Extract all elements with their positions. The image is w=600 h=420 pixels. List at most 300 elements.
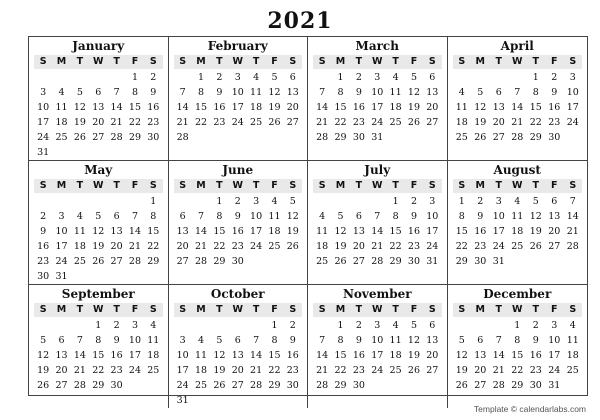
day-grid	[453, 318, 583, 393]
empty-cell	[313, 70, 331, 85]
day-cell: 8	[216, 211, 223, 222]
day-cell: 24	[37, 132, 50, 143]
day-cell: 19	[92, 241, 105, 252]
day-cell: 20	[231, 365, 244, 376]
empty-cell	[490, 318, 509, 333]
weekday-label: M	[335, 56, 346, 67]
day-cell: 18	[566, 350, 579, 361]
day-cell: 5	[532, 196, 539, 207]
day-cell: 2	[216, 72, 223, 83]
weekday-header	[313, 179, 442, 193]
day-cell: 21	[176, 117, 189, 128]
day-cell: 26	[407, 117, 420, 128]
day-cell: 20	[548, 226, 561, 237]
day-cell: 23	[407, 241, 420, 252]
weekday-label: F	[271, 56, 278, 67]
day-cell: 15	[334, 350, 347, 361]
day-cell: 8	[131, 87, 138, 98]
day-cell: 2	[355, 320, 362, 331]
day-cell: 30	[352, 132, 365, 143]
day-cell: 27	[231, 380, 244, 391]
day-cell: 19	[334, 241, 347, 252]
day-cell: 24	[548, 365, 561, 376]
day-cell: 22	[511, 365, 524, 376]
empty-cell	[174, 318, 192, 333]
day-cell: 19	[37, 365, 50, 376]
day-grid	[313, 194, 442, 269]
day-cell: 30	[548, 132, 561, 143]
day-cell: 20	[492, 117, 505, 128]
day-cell: 7	[76, 335, 83, 346]
day-cell: 6	[95, 87, 102, 98]
weekday-label: F	[551, 180, 558, 191]
day-cell: 14	[250, 350, 263, 361]
day-cell: 11	[268, 211, 281, 222]
day-cell: 11	[147, 335, 160, 346]
weekday-label: W	[232, 56, 243, 67]
day-cell: 16	[474, 226, 487, 237]
weekday-label: T	[216, 56, 223, 67]
day-cell: 11	[389, 335, 402, 346]
day-cell: 21	[73, 365, 86, 376]
weekday-header	[34, 55, 163, 69]
day-cell: 27	[352, 256, 365, 267]
weekday-label: S	[289, 304, 297, 315]
day-cell: 31	[176, 395, 189, 406]
day-cell: 24	[128, 365, 141, 376]
day-cell: 15	[389, 226, 402, 237]
day-cell: 9	[477, 211, 484, 222]
empty-cell	[508, 70, 527, 85]
weekday-label: M	[56, 304, 67, 315]
day-cell: 8	[198, 87, 205, 98]
day-cell: 25	[316, 256, 329, 267]
day-cell: 31	[55, 271, 68, 282]
day-cell: 12	[529, 211, 542, 222]
day-cell: 15	[334, 102, 347, 113]
day-cell: 19	[407, 102, 420, 113]
weekday-header	[174, 179, 303, 193]
weekday-label: T	[532, 304, 539, 315]
day-cell: 20	[286, 102, 299, 113]
day-cell: 28	[176, 132, 189, 143]
weekday-label: S	[569, 180, 577, 191]
day-cell: 26	[92, 256, 105, 267]
day-cell: 3	[495, 196, 502, 207]
day-cell: 24	[55, 256, 68, 267]
day-cell: 30	[474, 256, 487, 267]
empty-cell	[34, 70, 52, 85]
weekday-header	[34, 179, 163, 193]
day-cell: 28	[316, 380, 329, 391]
weekday-label: T	[252, 180, 260, 191]
day-cell: 21	[128, 241, 141, 252]
day-cell: 13	[474, 350, 487, 361]
day-cell: 29	[529, 132, 542, 143]
day-cell: 26	[286, 241, 299, 252]
day-cell: 12	[73, 102, 86, 113]
day-cell: 5	[477, 87, 484, 98]
day-cell: 27	[55, 380, 68, 391]
day-cell: 13	[92, 102, 105, 113]
day-cell: 15	[213, 226, 226, 237]
weekday-label: F	[551, 56, 558, 67]
month-grid	[29, 37, 587, 406]
month-november	[308, 285, 448, 408]
day-cell: 13	[55, 350, 68, 361]
day-cell: 26	[73, 132, 86, 143]
day-cell: 18	[147, 350, 160, 361]
day-cell: 18	[194, 365, 208, 376]
weekday-label: T	[355, 180, 363, 191]
day-cell: 10	[128, 335, 141, 346]
day-cell: 28	[511, 132, 524, 143]
day-cell: 10	[548, 335, 561, 346]
day-grid	[34, 318, 163, 393]
day-cell: 8	[271, 335, 278, 346]
weekday-label: F	[410, 180, 418, 191]
day-cell: 11	[511, 211, 524, 222]
day-cell: 29	[389, 256, 402, 267]
day-cell: 11	[55, 102, 68, 113]
day-cell: 25	[511, 241, 524, 252]
day-cell: 21	[194, 241, 208, 252]
day-cell: 13	[352, 226, 365, 237]
day-cell: 6	[179, 211, 186, 222]
day-cell: 13	[231, 350, 244, 361]
day-cell: 18	[455, 117, 468, 128]
empty-cell	[107, 194, 125, 209]
weekday-header	[453, 55, 583, 69]
day-cell: 12	[37, 350, 50, 361]
day-cell: 31	[426, 256, 439, 267]
day-cell: 29	[455, 256, 468, 267]
day-cell: 13	[110, 226, 123, 237]
weekday-label: S	[318, 180, 326, 191]
day-cell: 28	[316, 132, 329, 143]
weekday-label: S	[569, 56, 577, 67]
day-cell: 22	[389, 241, 402, 252]
day-cell: 25	[566, 365, 579, 376]
day-cell: 3	[374, 320, 381, 331]
day-cell: 19	[529, 226, 542, 237]
month-name: August	[493, 163, 541, 177]
weekday-label: T	[532, 180, 539, 191]
day-cell: 8	[392, 211, 399, 222]
weekday-label: T	[216, 180, 223, 191]
weekday-label: T	[355, 56, 363, 67]
weekday-label: W	[93, 304, 104, 315]
weekday-label: T	[392, 304, 399, 315]
day-cell: 19	[286, 226, 299, 237]
day-cell: 19	[268, 102, 281, 113]
empty-cell	[453, 70, 472, 85]
day-cell: 7	[495, 335, 502, 346]
day-cell: 12	[474, 102, 487, 113]
day-cell: 6	[429, 72, 436, 83]
day-cell: 9	[410, 211, 417, 222]
weekday-label: S	[289, 180, 297, 191]
day-cell: 23	[529, 365, 542, 376]
day-cell: 16	[286, 350, 299, 361]
weekday-label: M	[196, 304, 206, 315]
day-cell: 6	[495, 87, 502, 98]
day-cell: 22	[213, 241, 226, 252]
day-cell: 9	[40, 226, 47, 237]
day-cell: 1	[216, 196, 223, 207]
weekday-label: S	[149, 180, 157, 191]
day-cell: 25	[268, 241, 281, 252]
weekday-label: M	[56, 56, 67, 67]
weekday-label: M	[475, 304, 485, 315]
month-name: July	[364, 163, 391, 177]
empty-cell	[89, 194, 107, 209]
empty-cell	[192, 194, 210, 209]
weekday-label: F	[410, 304, 418, 315]
day-cell: 23	[213, 117, 226, 128]
day-cell: 29	[92, 380, 105, 391]
weekday-label: S	[458, 180, 466, 191]
day-cell: 20	[426, 102, 439, 113]
day-cell: 15	[147, 226, 160, 237]
day-cell: 3	[569, 72, 576, 83]
day-cell: 9	[289, 335, 296, 346]
day-cell: 16	[213, 102, 226, 113]
day-cell: 26	[407, 365, 420, 376]
weekday-label: W	[512, 304, 523, 315]
day-cell: 9	[234, 211, 241, 222]
day-cell: 12	[213, 350, 226, 361]
empty-cell	[89, 70, 107, 85]
day-cell: 30	[110, 380, 123, 391]
day-cell: 28	[110, 132, 123, 143]
empty-cell	[247, 318, 265, 333]
day-cell: 9	[551, 87, 558, 98]
day-cell: 8	[532, 87, 539, 98]
day-cell: 14	[110, 102, 123, 113]
month-july	[308, 161, 448, 285]
empty-cell	[71, 194, 89, 209]
day-cell: 4	[458, 87, 465, 98]
day-cell: 18	[511, 226, 524, 237]
day-cell: 28	[73, 380, 86, 391]
day-cell: 29	[128, 132, 141, 143]
day-cell: 11	[73, 226, 86, 237]
weekday-header	[313, 55, 442, 69]
weekday-label: S	[179, 180, 187, 191]
day-cell: 14	[194, 226, 208, 237]
day-cell: 22	[194, 117, 208, 128]
day-cell: 27	[110, 256, 123, 267]
day-cell: 8	[514, 335, 521, 346]
day-cell: 20	[110, 241, 123, 252]
day-cell: 4	[76, 211, 83, 222]
day-cell: 11	[389, 87, 402, 98]
day-cell: 30	[37, 271, 50, 282]
day-cell: 31	[548, 380, 561, 391]
day-cell: 17	[566, 102, 579, 113]
day-cell: 1	[392, 196, 399, 207]
day-cell: 22	[92, 365, 105, 376]
day-cell: 3	[179, 335, 186, 346]
day-cell: 16	[231, 226, 244, 237]
weekday-label: T	[113, 180, 120, 191]
day-cell: 14	[128, 226, 141, 237]
weekday-label: F	[551, 304, 558, 315]
day-grid	[34, 70, 163, 160]
day-cell: 28	[128, 256, 141, 267]
weekday-label: M	[475, 56, 485, 67]
day-cell: 23	[352, 117, 365, 128]
day-cell: 27	[492, 132, 505, 143]
empty-cell	[52, 194, 70, 209]
day-cell: 14	[511, 102, 524, 113]
month-name: November	[342, 287, 412, 301]
weekday-label: S	[569, 304, 577, 315]
month-february	[169, 37, 309, 161]
day-cell: 17	[55, 241, 68, 252]
day-cell: 8	[337, 335, 344, 346]
day-cell: 23	[548, 117, 561, 128]
month-name: February	[207, 39, 268, 53]
day-cell: 9	[216, 87, 223, 98]
weekday-label: S	[39, 180, 47, 191]
day-cell: 28	[250, 380, 263, 391]
weekday-label: T	[252, 304, 260, 315]
day-grid	[34, 194, 163, 284]
day-cell: 29	[147, 256, 160, 267]
day-cell: 20	[92, 117, 105, 128]
day-cell: 1	[198, 72, 205, 83]
day-grid	[453, 70, 583, 145]
weekday-label: T	[76, 56, 84, 67]
weekday-header	[453, 303, 583, 317]
day-cell: 14	[316, 102, 329, 113]
day-cell: 12	[286, 211, 299, 222]
day-cell: 15	[128, 102, 141, 113]
day-cell: 24	[176, 380, 189, 391]
day-cell: 11	[455, 102, 468, 113]
empty-cell	[192, 318, 210, 333]
day-cell: 7	[569, 196, 576, 207]
day-cell: 24	[250, 241, 263, 252]
weekday-header	[313, 303, 442, 317]
day-cell: 18	[316, 241, 329, 252]
weekday-label: T	[495, 56, 502, 67]
day-cell: 6	[58, 335, 65, 346]
day-cell: 1	[271, 320, 278, 331]
day-cell: 24	[426, 241, 439, 252]
day-cell: 19	[474, 117, 487, 128]
day-cell: 17	[128, 350, 141, 361]
month-may	[29, 161, 169, 285]
weekday-label: W	[372, 304, 383, 315]
day-cell: 17	[231, 102, 244, 113]
calendar-frame	[28, 36, 588, 406]
day-cell: 19	[73, 117, 86, 128]
weekday-label: W	[232, 304, 243, 315]
month-june	[169, 161, 309, 285]
day-cell: 17	[371, 350, 384, 361]
day-cell: 25	[55, 132, 68, 143]
month-august	[448, 161, 588, 285]
day-cell: 27	[548, 241, 561, 252]
day-cell: 27	[426, 365, 439, 376]
day-cell: 20	[474, 365, 487, 376]
day-cell: 19	[407, 350, 420, 361]
month-name: April	[500, 39, 534, 53]
day-cell: 7	[253, 335, 260, 346]
weekday-label: T	[532, 56, 539, 67]
day-cell: 5	[216, 335, 223, 346]
day-cell: 3	[131, 320, 138, 331]
day-cell: 4	[514, 196, 521, 207]
day-cell: 2	[150, 72, 157, 83]
day-cell: 27	[92, 132, 105, 143]
day-cell: 15	[511, 350, 524, 361]
day-cell: 18	[268, 226, 281, 237]
month-name: October	[210, 287, 265, 301]
day-cell: 8	[458, 211, 465, 222]
day-cell: 28	[194, 256, 208, 267]
weekday-label: T	[76, 180, 84, 191]
day-cell: 23	[37, 256, 50, 267]
day-cell: 6	[551, 196, 558, 207]
day-cell: 12	[268, 87, 281, 98]
day-cell: 23	[110, 365, 123, 376]
month-september	[29, 285, 169, 408]
day-cell: 16	[352, 102, 365, 113]
day-cell: 21	[492, 365, 505, 376]
day-cell: 22	[455, 241, 468, 252]
day-grid	[313, 70, 442, 145]
day-cell: 6	[477, 335, 484, 346]
weekday-label: T	[216, 304, 223, 315]
day-grid	[174, 70, 303, 145]
day-cell: 4	[271, 196, 278, 207]
day-cell: 30	[529, 380, 542, 391]
day-cell: 21	[110, 117, 123, 128]
weekday-label: S	[458, 56, 466, 67]
day-cell: 1	[131, 72, 138, 83]
day-cell: 2	[234, 196, 241, 207]
day-cell: 13	[426, 335, 439, 346]
day-cell: 28	[492, 380, 505, 391]
day-cell: 10	[371, 335, 384, 346]
day-cell: 18	[73, 241, 86, 252]
weekday-label: S	[428, 56, 436, 67]
day-cell: 15	[92, 350, 105, 361]
day-cell: 25	[455, 132, 468, 143]
empty-cell	[34, 318, 52, 333]
day-cell: 4	[569, 320, 576, 331]
month-name: June	[222, 163, 254, 177]
day-cell: 28	[371, 256, 384, 267]
day-cell: 5	[410, 72, 417, 83]
day-cell: 15	[194, 102, 208, 113]
day-cell: 4	[392, 72, 399, 83]
day-cell: 6	[289, 72, 296, 83]
empty-cell	[313, 194, 331, 209]
day-cell: 23	[286, 365, 299, 376]
day-cell: 5	[95, 211, 102, 222]
weekday-label: M	[335, 180, 346, 191]
day-cell: 5	[40, 335, 47, 346]
day-cell: 8	[150, 211, 157, 222]
day-cell: 14	[492, 350, 505, 361]
weekday-label: T	[355, 304, 363, 315]
day-cell: 14	[176, 102, 189, 113]
